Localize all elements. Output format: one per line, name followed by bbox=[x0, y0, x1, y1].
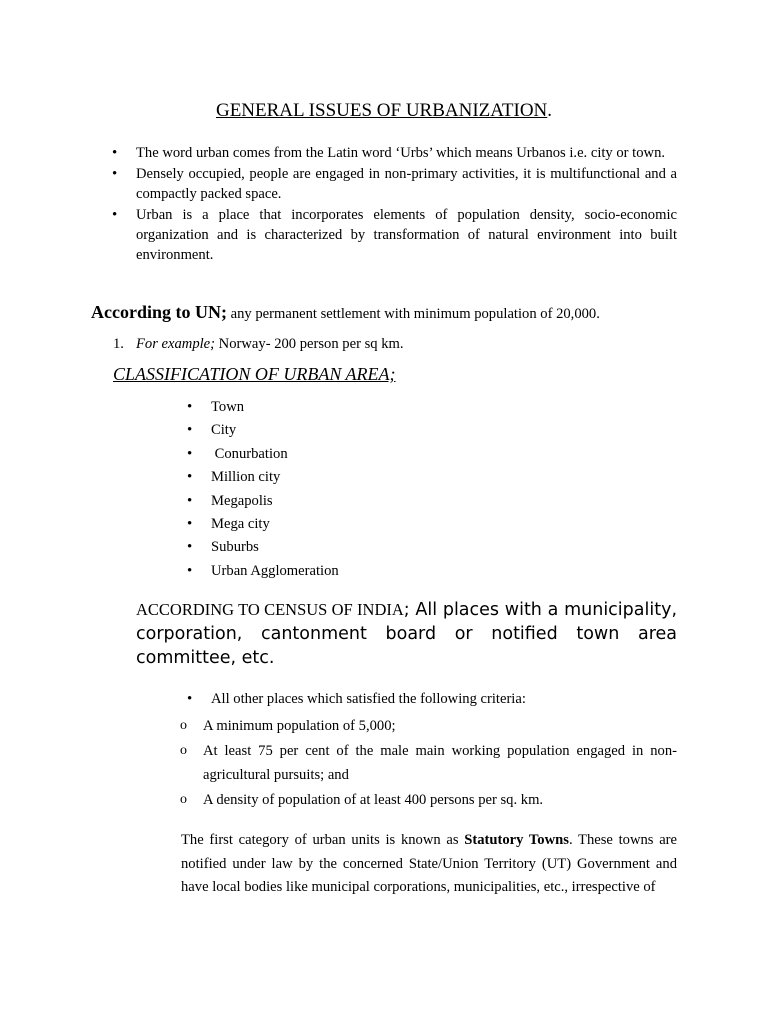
urban-type-item: • Town bbox=[211, 396, 339, 419]
statutory-towns-paragraph bbox=[181, 829, 677, 900]
page-title bbox=[0, 100, 768, 122]
un-separator: ; bbox=[220, 302, 227, 322]
urban-type-item: • Megapolis bbox=[211, 490, 339, 513]
urban-type-list bbox=[211, 396, 339, 583]
census-definition bbox=[136, 598, 677, 670]
statutory-bold: Statutory Towns bbox=[464, 832, 569, 848]
urban-type-item: • City bbox=[211, 419, 339, 442]
criteria-item: o At least 75 per cent of the male main working population engaged in non-agricultural pursuits; and bbox=[203, 739, 677, 788]
census-heading: ACCORDING TO CENSUS OF INDIA bbox=[136, 600, 404, 619]
statutory-after: . These towns are notified under law by the concerned State/Union Territory (UT) Government and have local bodies like municipal corporations, municipalities, etc., irrespective of bbox=[181, 832, 678, 896]
urban-type-item: • Mega city bbox=[211, 513, 339, 536]
urban-type-item: • Million city bbox=[211, 466, 339, 489]
census-text: ; All places with a municipality, corporation, cantonment board or notified town area committee, etc. bbox=[136, 600, 678, 668]
intro-bullet-item: • The word urban comes from the Latin word ‘Urbs’ which means Urbanos i.e. city or town. bbox=[136, 143, 677, 163]
title-trail: . bbox=[547, 100, 553, 121]
un-heading: According to UN bbox=[91, 302, 221, 322]
example-number: 1. bbox=[113, 336, 124, 352]
un-text: any permanent settlement with minimum population of 20,000. bbox=[226, 306, 600, 322]
urban-type-item: • Conurbation bbox=[211, 443, 339, 466]
title-text: GENERAL ISSUES OF URBANIZATION bbox=[215, 100, 548, 121]
intro-bullet-item: • Urban is a place that incorporates elements of population density, socio-economic organization and is characterized by transformation of natural environment into built environment. bbox=[136, 205, 677, 266]
example-text: Norway- 200 person per sq km. bbox=[215, 336, 404, 352]
example-label: For example; bbox=[136, 336, 216, 352]
classification-heading: CLASSIFICATION OF URBAN AREA; bbox=[113, 364, 396, 384]
example-line bbox=[113, 336, 404, 353]
criteria-item: o A density of population of at least 400 persons per sq. km. bbox=[203, 788, 677, 813]
statutory-before: The first category of urban units is known as bbox=[181, 832, 465, 848]
urban-type-item: • Suburbs bbox=[211, 536, 339, 559]
criteria-item: o A minimum population of 5,000; bbox=[203, 714, 677, 739]
criteria-lead: • All other places which satisfied the following criteria: bbox=[211, 691, 526, 708]
intro-bullet-list bbox=[136, 143, 677, 266]
criteria-list bbox=[203, 714, 677, 812]
intro-bullet-item: • Densely occupied, people are engaged in non-primary activities, it is multifunctional and a compactly packed space. bbox=[136, 164, 677, 205]
urban-type-item: • Urban Agglomeration bbox=[211, 560, 339, 583]
un-definition bbox=[91, 302, 711, 323]
